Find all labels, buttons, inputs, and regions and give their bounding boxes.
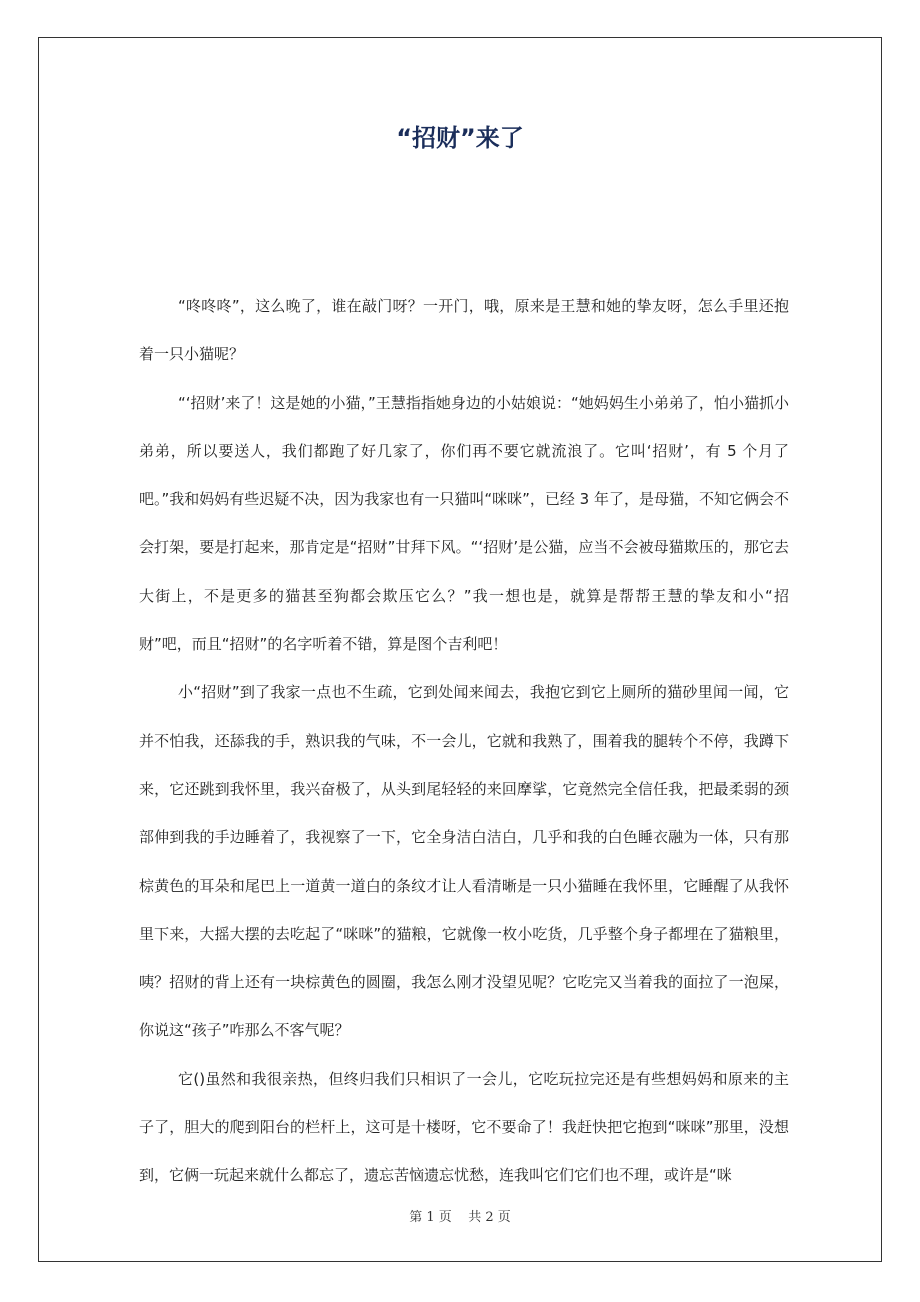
paragraph: “‘招财’来了！这是她的小猫，”王慧指指她身边的小姑娘说：“她妈妈生小弟弟了，怕小猫抓小弟弟，所以要送人，我们都跑了好几家了，你们再不要它就流浪了。它叫‘招财’，有 5 个月了吧。”我和妈妈有些迟疑不决，因为我家也有一只猫叫“咪咪”，已经 3 年了，是母猫，不知它俩会不会打架，要是打起来，那肯定是“招财”甘拜下风。“‘招财’是公猫，应当不会被母猫欺压的，那它去大街上，不是更多的猫甚至狗都会欺压它么？”我一想也是，就算是帮帮王慧的挚友和小“招财”吧，而且“招财”的名字听着不错，算是图个吉利吧！ xyxy=(139,393,789,654)
paragraph: 小“招财”到了我家一点也不生疏，它到处闻来闻去，我抱它到它上厕所的猫砂里闻一闻，它并不怕我，还舔我的手，熟识我的气味，不一会儿，它就和我熟了，围着我的腿转个不停，我蹲下来，它还跳到我怀里，我兴奋极了，从头到尾轻轻的来回摩挲，它竟然完全信任我，把最柔弱的颈部伸到我的手边睡着了，我视察了一下，它全身洁白洁白，几乎和我的白色睡衣融为一体，只有那棕黄色的耳朵和尾巴上一道黄一道白的条纹才让人看清晰是一只小猫睡在我怀里，它睡醒了从我怀里下来，大摇大摆的去吃起了“咪咪”的猫粮，它就像一枚小吃货，几乎整个身子都埋在了猫粮里，咦？招财的背上还有一块棕黄色的圆圈，我怎么刚才没望见呢？它吃完又当着我的面拉了一泡屎，你说这“孩子”咋那么不客气呢？ xyxy=(139,683,789,1040)
page-footer xyxy=(0,1206,920,1225)
page-number: 第 1 页 xyxy=(409,1210,452,1225)
document-title: “招财”来了 xyxy=(396,124,524,152)
paragraph: “咚咚咚”，这么晚了，谁在敲门呀？一开门，哦，原来是王慧和她的挚友呀，怎么手里还抱着一只小猫呢？ xyxy=(139,297,789,364)
paragraph: 它()虽然和我很亲热，但终归我们只相识了一会儿，它吃玩拉完还是有些想妈妈和原来的主子了，胆大的爬到阳台的栏杆上，这可是十楼呀，它不要命了！我赶快把它抱到“咪咪”那里，没想到，它俩一玩起来就什么都忘了，遗忘苦恼遗忘忧愁，连我叫它们它们也不理，或许是“咪 xyxy=(139,1069,789,1185)
total-pages: 共 2 页 xyxy=(468,1210,511,1225)
document-body xyxy=(139,282,789,1200)
